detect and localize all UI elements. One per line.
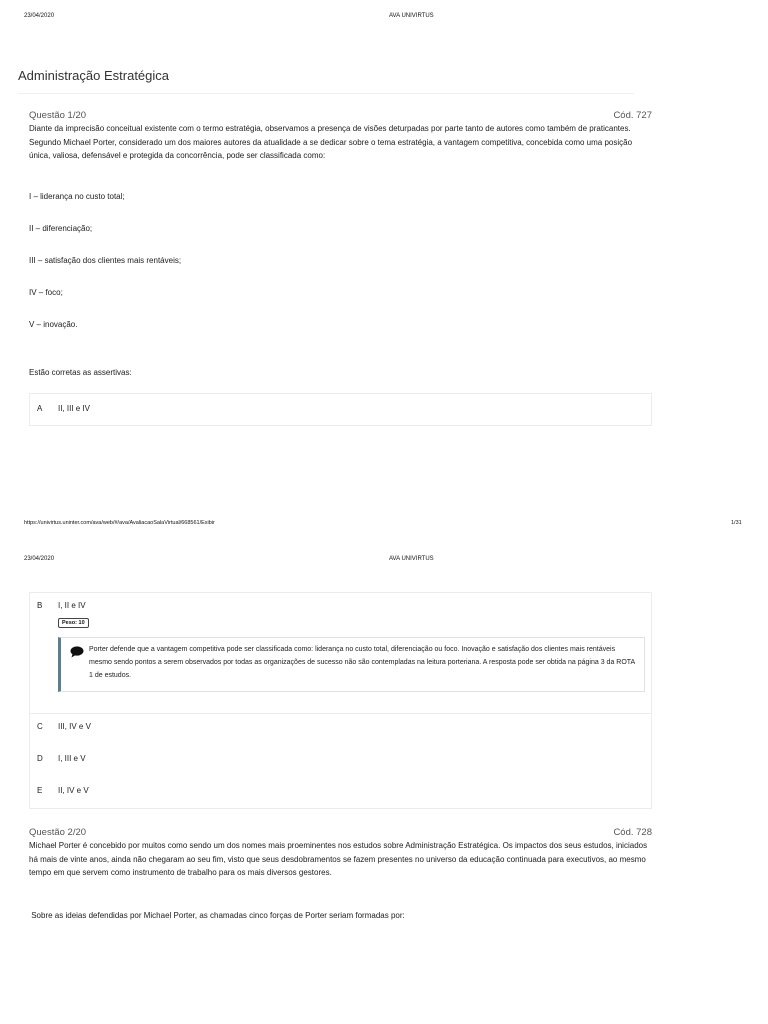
answer-options-list <box>29 592 652 809</box>
option-text: I, II e IV <box>58 601 86 610</box>
page-title: Administração Estratégica <box>18 68 170 83</box>
print-date: 23/04/2020 <box>24 556 55 562</box>
print-date: 23/04/2020 <box>24 13 55 19</box>
question-2-header <box>29 827 652 838</box>
option-text: II, III e IV <box>58 404 91 413</box>
question-1-prompt: Estão corretas as assertivas: <box>29 368 132 377</box>
answer-feedback <box>58 637 645 692</box>
question-1-header <box>29 110 652 121</box>
question-1-item: II – diferenciação; <box>29 224 93 233</box>
print-site-title: AVA UNIVIRTUS <box>389 13 434 19</box>
question-1-statement: Diante da imprecisão conceitual existente com o termo estratégia, observamos a presença de visões deturpadas por parte tanto de autores como também de praticantes. Segundo Michael Porter, considerado um dos maiores autores da atualidade a se dedicar sobre o tema estratégia, a vantagem competitiva, concebida como uma posição única, valiosa, defensável e protegida da concorrência, pode ser classificada como: <box>29 124 633 160</box>
option-letter: D <box>37 754 43 763</box>
print-url: https://univirtus.uninter.com/ava/web/#/ava/AvaliacaoSalaVirtual/668561/Exibir <box>24 520 215 526</box>
question-1-item: III – satisfação dos clientes mais rentáveis; <box>29 256 182 265</box>
question-2-prompt: Sobre as ideias defendidas por Michael Porter, as chamadas cinco forças de Porter seriam formadas por: <box>29 911 405 920</box>
question-1-item: IV – foco; <box>29 288 63 297</box>
question-1-item: V – inovação. <box>29 320 78 329</box>
answer-option-c[interactable] <box>37 722 637 734</box>
question-1-label: Questão 1/20 <box>29 110 87 121</box>
question-1-code: Cód. 727 <box>613 110 652 121</box>
option-text: I, III e V <box>58 754 86 763</box>
answer-option-d[interactable] <box>37 754 637 766</box>
question-2-label: Questão 2/20 <box>29 827 87 838</box>
answer-option-b[interactable] <box>37 601 637 613</box>
option-letter: B <box>37 601 43 610</box>
question-2-statement: Michael Porter é concebido por muitos como sendo um dos nomes mais proeminentes nos estudos sobre Administração Estratégica. Os impactos dos seus estudos, iniciados há mais de vinte anos, ainda não chegaram ao seu fim, visto que seus desdobramentos se fazem presentes no universo da educação continuada para executivos, ao mesmo tempo em que servem como instrumento de trabalho para os mais diversos gestores. <box>29 841 648 877</box>
weight-badge: Peso: 10 <box>58 618 89 628</box>
option-divider <box>30 713 651 714</box>
feedback-text: Porter defende que a vantagem competitiva pode ser classificada como: liderança no custo total, diferenciação ou foco. Inovação e satisfação dos clientes mais rentáveis mesmo sendo pontos a serem observados por todas as organizações de sucesso não são contempladas na leitura porteriana. A resposta pode ser obtida na página 3 da ROTA 1 de estudos. <box>89 646 635 679</box>
answer-option-a[interactable] <box>29 393 652 426</box>
answer-option-e[interactable] <box>37 786 637 798</box>
print-site-title: AVA UNIVIRTUS <box>389 556 434 562</box>
option-text: III, IV e V <box>58 722 91 731</box>
print-page-number: 1/31 <box>731 520 742 526</box>
option-letter: C <box>37 722 43 731</box>
title-divider <box>18 93 634 94</box>
option-text: II, IV e V <box>58 786 89 795</box>
question-2-code: Cód. 728 <box>613 827 652 838</box>
option-letter: E <box>37 786 43 795</box>
question-1-item: I – liderança no custo total; <box>29 192 125 201</box>
option-letter: A <box>37 404 43 413</box>
speech-bubble-icon <box>70 646 84 658</box>
